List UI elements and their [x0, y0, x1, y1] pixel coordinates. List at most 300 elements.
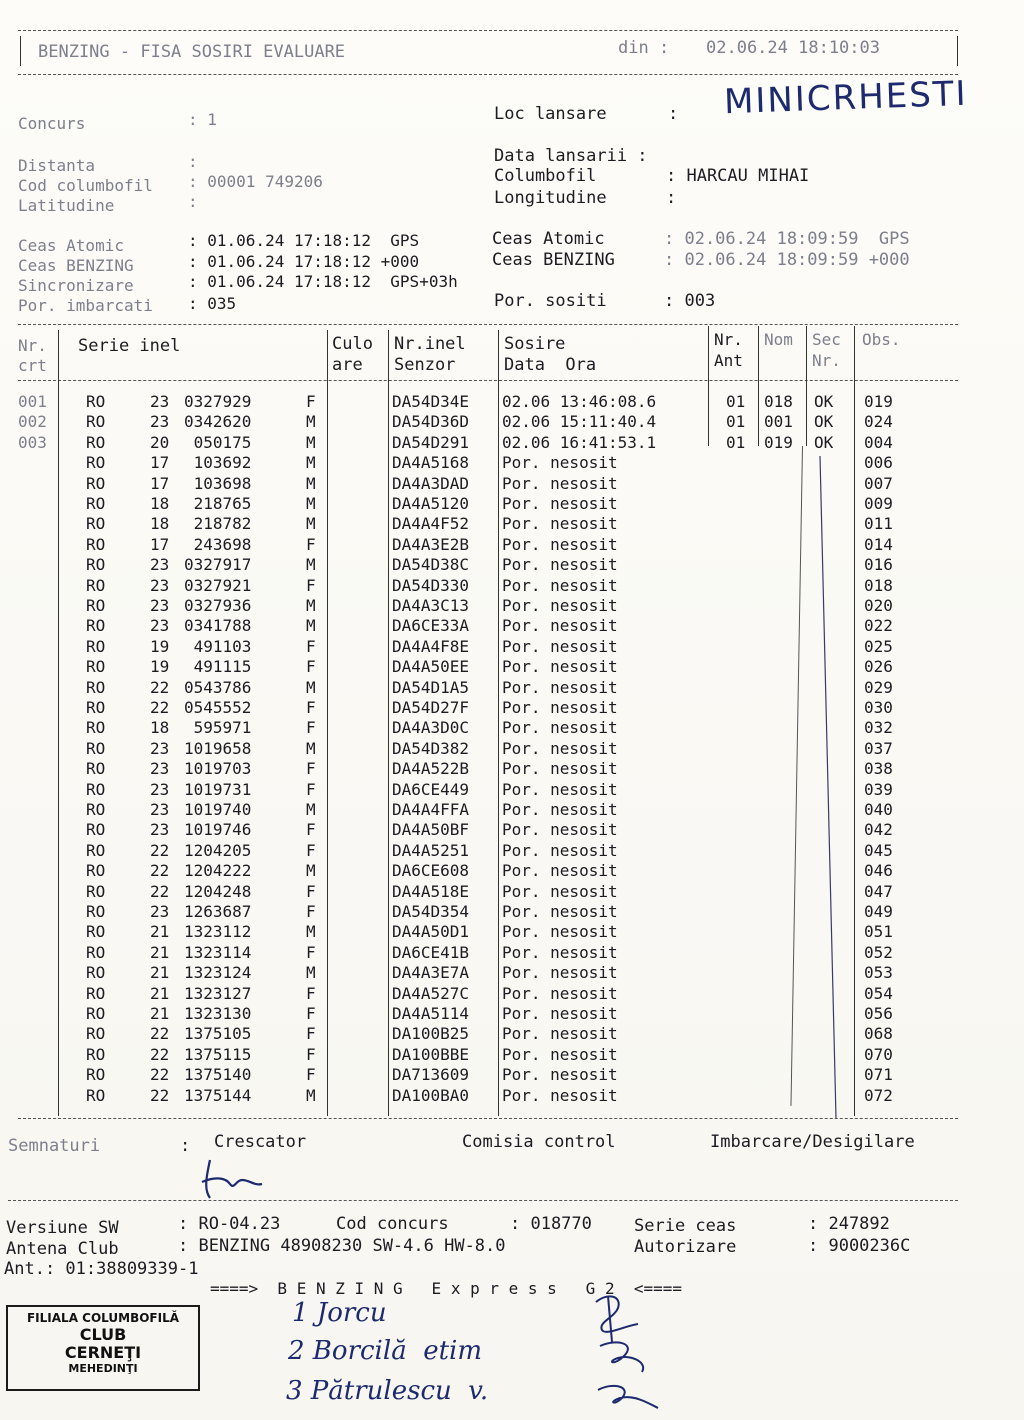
cell-nr: 0327917 — [184, 555, 252, 575]
cell-senzor: DA4A4F8E — [392, 636, 470, 656]
cell-sex: F — [306, 942, 316, 962]
cell-obs: 046 — [864, 861, 893, 881]
cell-sosire: Por. nesosit — [502, 1085, 618, 1105]
cell-obs: 024 — [864, 412, 893, 432]
cell-sec: OK — [814, 412, 834, 432]
autorizare-label: Autorizare — [634, 1237, 737, 1257]
table-row — [0, 759, 1024, 779]
cell-an: 17 — [150, 453, 170, 473]
longitudine-label: Longitudine — [494, 188, 607, 208]
cell-an: 22 — [150, 840, 170, 860]
cell-senzor: DA4A3E2B — [392, 534, 470, 554]
cell-obs: 039 — [864, 779, 893, 799]
cell-senzor: DA6CE33A — [392, 616, 470, 636]
cell-tara: RO — [86, 1004, 106, 1023]
cell-sex: F — [306, 881, 316, 901]
antena-value: : BENZING 48908230 SW-4.6 HW-8.0 — [178, 1236, 506, 1256]
cell-tara: RO — [86, 820, 106, 840]
cell-an: 19 — [150, 657, 170, 677]
cell-sosire: 02.06 16:41:53.1 — [502, 432, 657, 452]
cell-nom: 018 — [764, 392, 793, 411]
commission-signatures — [578, 1282, 668, 1420]
table-row — [0, 555, 1024, 575]
cell-obs: 032 — [864, 718, 893, 738]
cell-obs: 071 — [864, 1065, 893, 1085]
benzing-express-banner: ====> B E N Z I N G E x p r e s s G 2 <==== — [210, 1279, 683, 1298]
versiune-value: : RO-04.23 — [178, 1214, 281, 1234]
cell-obs: 070 — [864, 1044, 893, 1064]
semnaturi-label: Semnaturi — [8, 1136, 101, 1156]
cell-sex: M — [306, 432, 316, 452]
cell-obs: 045 — [864, 840, 893, 860]
cell-sex: F — [306, 779, 316, 799]
cell-sex: F — [306, 575, 316, 595]
cell-an: 18 — [150, 514, 170, 534]
stamp-line-4: MEHEDINŢI — [68, 1361, 138, 1375]
cell-sosire: Por. nesosit — [502, 534, 618, 554]
cell-obs: 042 — [864, 820, 893, 840]
header-nom: Nom — [764, 330, 793, 349]
cell-sec: OK — [814, 432, 834, 452]
table-row — [0, 820, 1024, 840]
cell-obs: 019 — [864, 392, 893, 411]
cell-sosire: Por. nesosit — [502, 1044, 618, 1064]
cell-an: 21 — [150, 1004, 170, 1023]
cell-senzor: DA100BA0 — [392, 1085, 470, 1105]
cell-an: 23 — [150, 902, 170, 921]
cell-sec: OK — [814, 392, 834, 411]
cell-nr: 1323112 — [184, 922, 252, 942]
cell-tara: RO — [86, 677, 106, 697]
table-row — [0, 637, 1024, 657]
header-sosire-1: Sosire — [504, 334, 566, 354]
table-row — [0, 780, 1024, 800]
header-nr-2: crt — [18, 356, 47, 375]
cell-sosire: Por. nesosit — [502, 881, 618, 901]
header-culoare-2: are — [332, 355, 363, 375]
cell-sex: F — [306, 1065, 316, 1085]
table-row — [0, 678, 1024, 698]
cell-senzor: DA4A5120 — [392, 494, 470, 513]
cell-an: 23 — [150, 555, 170, 575]
cell-an: 23 — [150, 616, 170, 636]
cell-sex: F — [306, 392, 316, 411]
table-row — [0, 514, 1024, 534]
distanta-value: : — [188, 152, 198, 171]
cell-sex: F — [306, 759, 316, 779]
concurs-label: Concurs — [18, 114, 86, 133]
stamp-line-2: CLUB — [79, 1324, 127, 1344]
cell-sex: M — [306, 800, 316, 819]
cell-obs: 006 — [864, 453, 893, 473]
cell-sosire: Por. nesosit — [502, 820, 618, 840]
header-sosire-2: Data Ora — [504, 355, 597, 375]
cell-sosire: Por. nesosit — [502, 596, 618, 615]
cell-tara: RO — [86, 596, 106, 615]
cell-sosire: Por. nesosit — [502, 1004, 618, 1023]
cell-an: 23 — [150, 596, 170, 615]
sincronizare-value: : 01.06.24 17:18:12 GPS+03h — [188, 272, 458, 291]
table-row — [0, 882, 1024, 902]
longitudine-value: : — [666, 188, 677, 208]
latitudine-value: : — [188, 192, 198, 211]
cell-an: 22 — [150, 881, 170, 901]
cell-tara: RO — [86, 963, 106, 983]
cell-tara: RO — [86, 1065, 106, 1085]
cell-sex: M — [306, 1085, 316, 1105]
cell-sex: F — [306, 983, 316, 1003]
cell-sosire: Por. nesosit — [502, 677, 618, 697]
ceas-atomic-left-value: : 01.06.24 17:18:12 GPS — [188, 231, 420, 250]
cell-an: 23 — [150, 575, 170, 595]
table-top-border — [18, 324, 958, 325]
cell-tara: RO — [86, 983, 106, 1003]
cell-obs: 052 — [864, 942, 893, 962]
header-ant-2: Ant — [714, 351, 743, 370]
table-row — [0, 718, 1024, 738]
cell-senzor: DA4A527C — [392, 983, 470, 1003]
table-row — [0, 1024, 1024, 1044]
cell-senzor: DA54D1A5 — [392, 677, 470, 697]
cell-sosire: Por. nesosit — [502, 494, 618, 513]
cell-sex: M — [306, 922, 316, 942]
handwritten-item-1: 1 Jorcu — [292, 1298, 387, 1328]
cell-obs: 007 — [864, 473, 893, 493]
cell-sex: M — [306, 616, 316, 636]
cell-sex: F — [306, 698, 316, 717]
table-row — [0, 861, 1024, 881]
header-culoare-1: Culo — [332, 334, 373, 354]
cell-obs: 004 — [864, 432, 893, 452]
header-left-border — [20, 36, 21, 66]
loc-lansare-label: Loc lansare — [494, 104, 607, 124]
ceas-atomic-left-label: Ceas Atomic — [18, 236, 124, 255]
latitudine-label: Latitudine — [18, 196, 115, 215]
cell-sosire: Por. nesosit — [502, 1065, 618, 1085]
footer-top-border — [8, 1200, 958, 1201]
cell-tara: RO — [86, 575, 106, 595]
cell-nr: 0342620 — [184, 412, 252, 432]
cell-sosire: Por. nesosit — [502, 983, 618, 1003]
table-row — [0, 1004, 1024, 1024]
header-ant-1: Nr. — [714, 330, 743, 349]
cell-sosire: Por. nesosit — [502, 575, 618, 595]
cell-an: 22 — [150, 1024, 170, 1044]
table-row — [0, 963, 1024, 983]
cell-nr: 1323114 — [184, 942, 252, 962]
cell-sex: F — [306, 840, 316, 860]
table-row — [0, 392, 1024, 412]
cell-ant: 01 — [726, 432, 746, 452]
cell-sosire: Por. nesosit — [502, 759, 618, 779]
cell-senzor: DA4A3C13 — [392, 596, 470, 615]
cell-senzor: DA54D27F — [392, 698, 470, 717]
table-row — [0, 698, 1024, 718]
cell-obs: 037 — [864, 738, 893, 758]
cell-sex: M — [306, 514, 316, 534]
cell-tara: RO — [86, 738, 106, 758]
distanta-label: Distanta — [18, 156, 96, 175]
cell-sex: F — [306, 820, 316, 840]
cell-obs: 068 — [864, 1024, 893, 1044]
stamp-line-3: CERNEŢI — [64, 1343, 142, 1363]
cell-an: 22 — [150, 677, 170, 697]
table-row — [0, 596, 1024, 616]
cell-sosire: Por. nesosit — [502, 698, 618, 717]
table-row — [0, 1065, 1024, 1085]
table-row — [0, 412, 1024, 432]
cell-senzor: DA100B25 — [392, 1024, 470, 1044]
table-row — [0, 535, 1024, 555]
cell-senzor: DA54D36D — [392, 412, 470, 432]
cell-senzor: DA6CE449 — [392, 779, 470, 799]
header-sec-2: Nr. — [812, 351, 841, 370]
cell-sex: F — [306, 657, 316, 677]
cell-senzor: DA6CE608 — [392, 861, 470, 881]
data-lansarii-label: Data lansarii : — [494, 146, 648, 166]
cell-senzor: DA54D354 — [392, 902, 470, 921]
cell-senzor: DA4A5114 — [392, 1004, 470, 1023]
cell-nr: 1204222 — [184, 861, 252, 881]
cell-obs: 029 — [864, 677, 893, 697]
cell-tara: RO — [86, 555, 106, 575]
crescator-signature — [196, 1150, 286, 1206]
cell-obs: 038 — [864, 759, 893, 779]
cell-an: 22 — [150, 1065, 170, 1085]
cell-nr: 1019746 — [184, 820, 252, 840]
cell-senzor: DA4A3DAD — [392, 473, 470, 493]
cell-tara: RO — [86, 473, 106, 493]
cell-tara: RO — [86, 534, 106, 554]
cell-an: 21 — [150, 922, 170, 942]
loc-lansare-colon: : — [668, 104, 679, 124]
cell-nr: 218782 — [184, 514, 252, 534]
imbarcati-label: Por. imbarcati — [18, 296, 153, 315]
cod-columbofil-value: : 00001 749206 — [188, 172, 323, 191]
header-sec-1: Sec — [812, 330, 841, 349]
cell-obs: 047 — [864, 881, 893, 901]
cell-sex: M — [306, 494, 316, 513]
cell-senzor: DA4A50EE — [392, 657, 470, 677]
cell-an: 22 — [150, 1085, 170, 1105]
cell-an: 21 — [150, 983, 170, 1003]
cell-an: 23 — [150, 820, 170, 840]
cell-tara: RO — [86, 942, 106, 962]
cell-tara: RO — [86, 636, 106, 656]
serie-ceas-value: : 247892 — [808, 1214, 890, 1234]
cell-sex: M — [306, 453, 316, 473]
cell-senzor: DA4A50D1 — [392, 922, 470, 942]
imbarcati-value: : 035 — [188, 294, 237, 313]
cell-nom: 019 — [764, 432, 793, 452]
cell-sex: M — [306, 738, 316, 758]
cell-nr: 1375144 — [184, 1085, 252, 1105]
cell-an: 22 — [150, 1044, 170, 1064]
cell-an: 22 — [150, 861, 170, 881]
header-right-border — [957, 36, 958, 66]
cell-nr: 0341788 — [184, 616, 252, 636]
antena-id: Ant.: 01:38809339-1 — [4, 1259, 199, 1279]
cell-obs: 020 — [864, 596, 893, 615]
cell-tara: RO — [86, 881, 106, 901]
cell-sosire: Por. nesosit — [502, 840, 618, 860]
table-row — [0, 739, 1024, 759]
cell-senzor: DA713609 — [392, 1065, 470, 1085]
cell-sex: M — [306, 596, 316, 615]
cell-tara: RO — [86, 1024, 106, 1044]
stamp-line-1: FILIALA COLUMBOFILĂ — [26, 1311, 180, 1325]
cell-nr: 0543786 — [184, 677, 252, 697]
cell-tara: RO — [86, 718, 106, 738]
cell-sex: F — [306, 534, 316, 554]
cell-crt: 002 — [18, 412, 47, 432]
cell-senzor: DA54D330 — [392, 575, 470, 595]
cell-sex: M — [306, 963, 316, 983]
semnaturi-colon: : — [180, 1136, 191, 1156]
cell-an: 23 — [150, 392, 170, 411]
cell-nr: 1323127 — [184, 983, 252, 1003]
cell-senzor: DA4A518E — [392, 881, 470, 901]
cod-concurs-label: Cod concurs — [336, 1214, 449, 1234]
concurs-value: : 1 — [188, 110, 217, 129]
cell-tara: RO — [86, 800, 106, 819]
cell-nr: 1204248 — [184, 881, 252, 901]
cell-an: 23 — [150, 759, 170, 779]
sositi-label: Por. sositi — [494, 291, 607, 311]
cell-an: 21 — [150, 963, 170, 983]
table-row — [0, 576, 1024, 596]
cell-obs: 025 — [864, 636, 893, 656]
cell-nr: 050175 — [184, 432, 252, 452]
cell-senzor: DA4A522B — [392, 759, 470, 779]
cell-senzor: DA4A4FFA — [392, 800, 470, 819]
cell-sex: F — [306, 902, 316, 921]
cell-senzor: DA4A3D0C — [392, 718, 470, 738]
cell-nr: 0327921 — [184, 575, 252, 595]
cell-tara: RO — [86, 453, 106, 473]
cell-sosire: Por. nesosit — [502, 657, 618, 677]
cell-nom: 001 — [764, 412, 793, 432]
comisia-label: Comisia control — [462, 1132, 616, 1152]
cell-senzor: DA54D34E — [392, 392, 470, 411]
table-row — [0, 800, 1024, 820]
cell-crt: 001 — [18, 392, 47, 411]
cell-nr: 491115 — [184, 657, 252, 677]
cell-obs: 072 — [864, 1085, 893, 1105]
cell-sosire: Por. nesosit — [502, 555, 618, 575]
header-inel-1: Nr.inel — [394, 334, 466, 354]
cell-nr: 218765 — [184, 494, 252, 513]
cell-tara: RO — [86, 922, 106, 942]
cell-an: 22 — [150, 698, 170, 717]
cell-obs: 018 — [864, 575, 893, 595]
cell-nr: 1019703 — [184, 759, 252, 779]
cell-nr: 103698 — [184, 473, 252, 493]
cell-nr: 1204205 — [184, 840, 252, 860]
cell-obs: 011 — [864, 514, 893, 534]
table-row — [0, 616, 1024, 636]
cell-senzor: DA54D382 — [392, 738, 470, 758]
cell-nr: 0545552 — [184, 698, 252, 717]
cell-nr: 1019658 — [184, 738, 252, 758]
cell-nr: 1263687 — [184, 902, 252, 921]
ceas-benzing-right-value: : 02.06.24 18:09:59 +000 — [664, 250, 910, 270]
cell-tara: RO — [86, 861, 106, 881]
cell-tara: RO — [86, 412, 106, 432]
cell-nr: 1375115 — [184, 1044, 252, 1064]
cell-obs: 009 — [864, 494, 893, 513]
cell-sosire: Por. nesosit — [502, 636, 618, 656]
club-stamp — [6, 1305, 200, 1391]
cell-tara: RO — [86, 759, 106, 779]
header-nr-1: Nr. — [18, 336, 47, 355]
cell-crt: 003 — [18, 432, 47, 452]
loc-lansare-handwritten: MINICRHESTI — [723, 73, 969, 123]
header-bottom-border — [18, 74, 958, 75]
cell-sex: F — [306, 718, 316, 738]
cell-senzor: DA4A3E7A — [392, 963, 470, 983]
cell-sex: F — [306, 1004, 316, 1023]
cell-obs: 016 — [864, 555, 893, 575]
cell-sosire: Por. nesosit — [502, 738, 618, 758]
header-serie-inel: Serie inel — [78, 336, 181, 356]
cell-tara: RO — [86, 698, 106, 717]
cell-an: 17 — [150, 473, 170, 493]
header-obs: Obs. — [862, 330, 901, 349]
table-row — [0, 902, 1024, 922]
document-title: BENZING - FISA SOSIRI EVALUARE — [38, 42, 346, 62]
handwritten-item-3: 3 Pătrulescu v. — [286, 1376, 489, 1406]
cell-nr: 1323130 — [184, 1004, 252, 1023]
cell-sosire: Por. nesosit — [502, 800, 618, 819]
cell-sex: M — [306, 677, 316, 697]
ceas-atomic-right-label: Ceas Atomic — [492, 229, 605, 249]
cell-sosire: Por. nesosit — [502, 1024, 618, 1044]
cell-sosire: 02.06 13:46:08.6 — [502, 392, 657, 411]
header-inel-2: Senzor — [394, 355, 456, 375]
ceas-atomic-right-value: : 02.06.24 18:09:59 GPS — [664, 229, 910, 249]
cell-senzor: DA54D291 — [392, 432, 470, 452]
cell-an: 19 — [150, 636, 170, 656]
cell-ant: 01 — [726, 412, 746, 432]
cod-columbofil-label: Cod columbofil — [18, 176, 153, 195]
cell-tara: RO — [86, 779, 106, 799]
cell-ant: 01 — [726, 392, 746, 411]
cell-obs: 014 — [864, 534, 893, 554]
table-row — [0, 494, 1024, 514]
table-bottom-border — [18, 1118, 958, 1119]
cell-nr: 1375140 — [184, 1065, 252, 1085]
cell-tara: RO — [86, 902, 106, 921]
cell-tara: RO — [86, 616, 106, 636]
cell-sosire: Por. nesosit — [502, 514, 618, 534]
cell-sosire: Por. nesosit — [502, 922, 618, 942]
table-row — [0, 1086, 1024, 1106]
cell-nr: 1375105 — [184, 1024, 252, 1044]
cell-an: 21 — [150, 942, 170, 962]
cell-sex: M — [306, 861, 316, 881]
cell-obs: 040 — [864, 800, 893, 819]
table-row — [0, 474, 1024, 494]
cell-nr: 103692 — [184, 453, 252, 473]
cell-an: 23 — [150, 800, 170, 819]
date-label: din : — [618, 38, 670, 58]
cell-tara: RO — [86, 657, 106, 677]
cell-tara: RO — [86, 494, 106, 513]
cell-sosire: Por. nesosit — [502, 861, 618, 881]
table-row — [0, 943, 1024, 963]
cell-sex: M — [306, 473, 316, 493]
